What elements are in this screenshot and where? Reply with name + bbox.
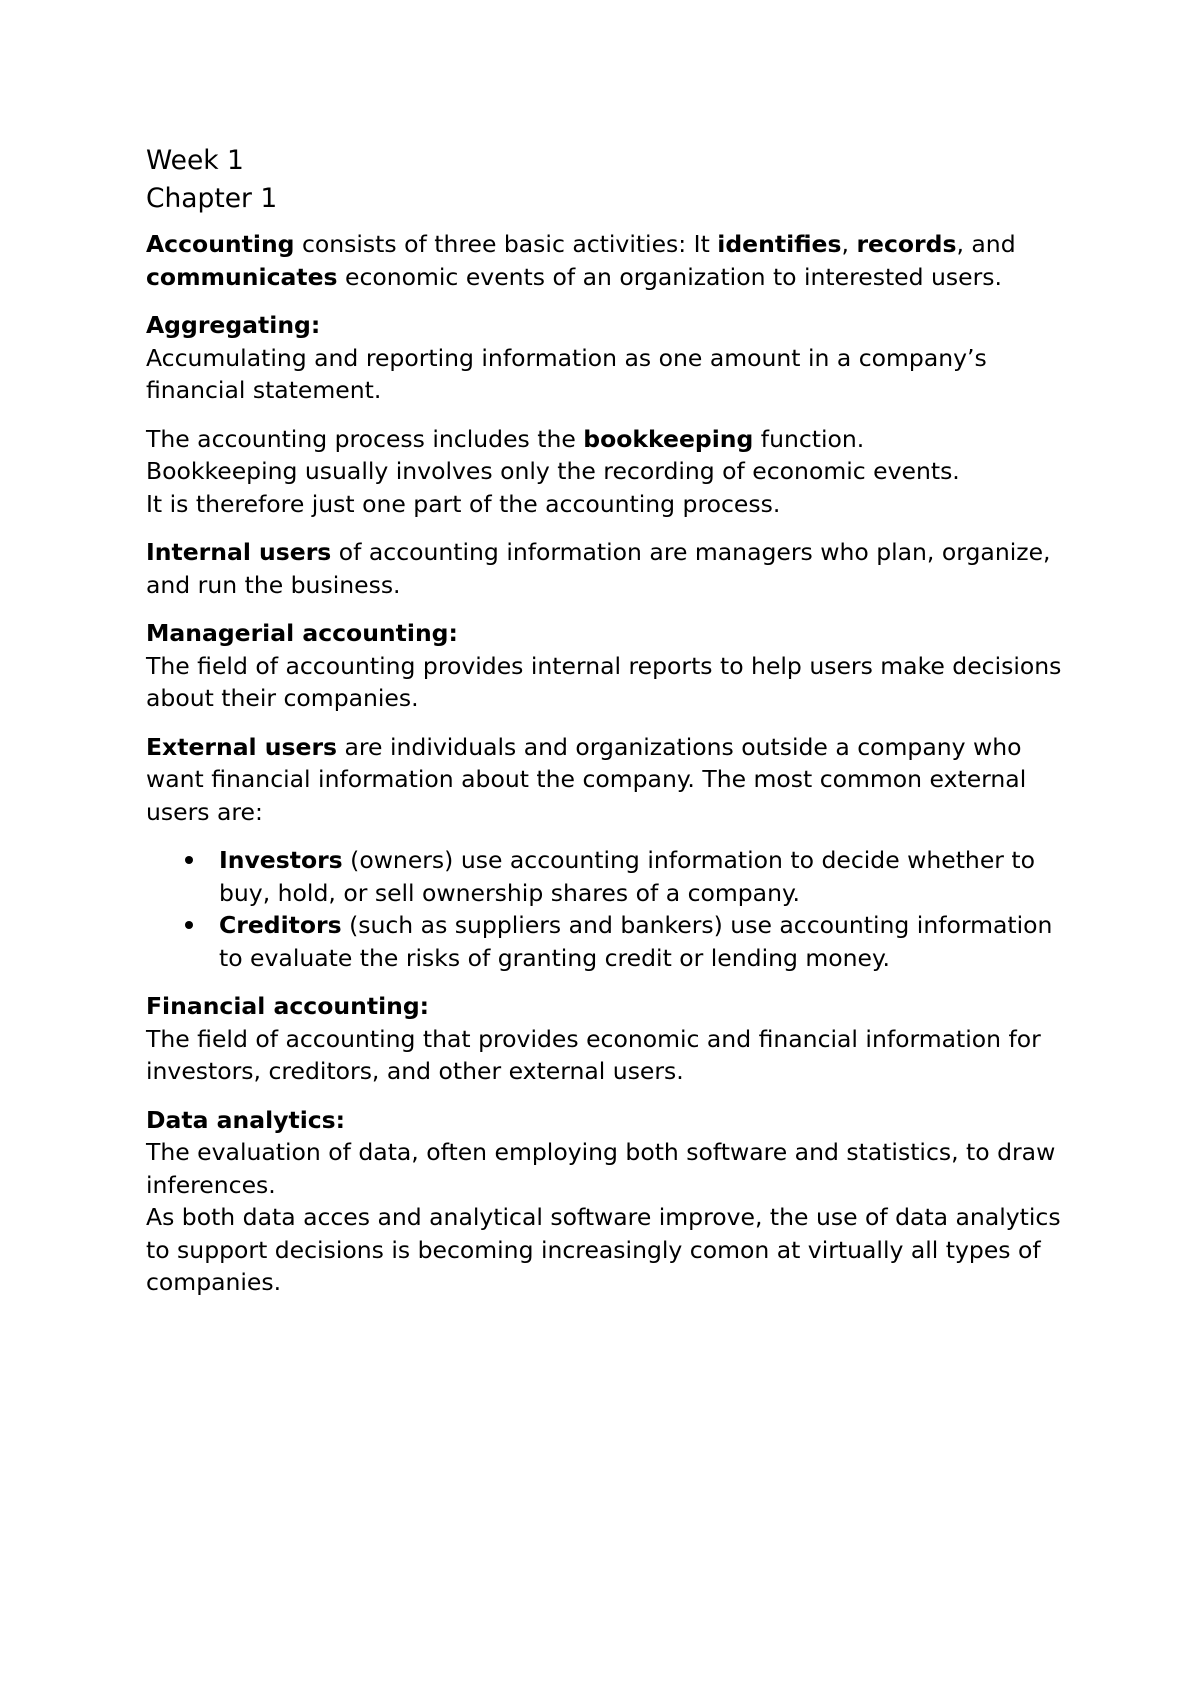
bookkeeping-line-3: It is therefore just one part of the accounting process. xyxy=(146,489,781,518)
accounting-term: Accounting xyxy=(146,230,295,258)
investors-term: Investors xyxy=(219,846,343,874)
accounting-comma: , xyxy=(841,230,857,258)
managerial-paragraph xyxy=(146,617,1066,715)
external-users-text: are individuals and organizations outside a company who want financial information about the company. The most common external users are: xyxy=(146,732,1027,826)
internal-users-text: of accounting information are managers who plan, organize, and run the business. xyxy=(146,538,1051,599)
bullet-icon xyxy=(185,856,193,864)
accounting-text-3: economic events of an organization to interested users. xyxy=(337,262,1002,291)
bookkeeping-paragraph xyxy=(146,423,1066,521)
aggregating-term: Aggregating: xyxy=(146,311,321,339)
accounting-text-1: consists of three basic activities: It xyxy=(294,230,718,258)
data-analytics-term: Data analytics: xyxy=(146,1105,346,1134)
financial-definition: The field of accounting that provides economic and financial information for investors, creditors, and other external users. xyxy=(146,1024,1041,1085)
identifies-term: identifies xyxy=(717,230,842,258)
internal-users-term: Internal users xyxy=(146,538,332,566)
accounting-paragraph xyxy=(146,228,1066,293)
bookkeeping-text-1: The accounting process includes the xyxy=(146,424,584,453)
aggregating-definition: Accumulating and reporting information as one amount in a company’s financial statement. xyxy=(146,343,987,404)
creditors-term: Creditors xyxy=(219,911,342,939)
aggregating-paragraph xyxy=(146,309,1066,407)
bookkeeping-term: bookkeeping xyxy=(583,424,754,453)
managerial-term: Managerial accounting: xyxy=(146,619,458,647)
accounting-text-2: , and xyxy=(956,230,1016,258)
data-analytics-definition: The evaluation of data, often employing both software and statistics, to draw inferences. xyxy=(146,1138,1056,1199)
data-analytics-paragraph xyxy=(146,1104,1066,1299)
list-item-creditors xyxy=(146,909,1066,974)
external-users-term: External users xyxy=(146,732,338,761)
internal-users-paragraph xyxy=(146,536,1066,601)
creditors-text: (such as suppliers and bankers) use accounting information to evaluate the risks of granting credit or lending money. xyxy=(219,911,1053,972)
managerial-definition: The field of accounting provides internal reports to help users make decisions about their companies. xyxy=(146,651,1062,712)
financial-paragraph xyxy=(146,990,1066,1088)
records-term: records xyxy=(856,230,957,258)
communicates-term: communicates xyxy=(146,262,338,291)
chapter-heading: Chapter 1 xyxy=(146,183,278,214)
external-users-paragraph xyxy=(146,731,1066,829)
document-page xyxy=(146,142,1066,1315)
financial-term: Financial accounting: xyxy=(146,992,430,1020)
bullet-icon xyxy=(185,921,193,929)
week-heading: Week 1 xyxy=(146,145,244,176)
list-item-investors xyxy=(146,844,1066,909)
data-analytics-extra: As both data acces and analytical software improve, the use of data analytics to support decisions is becoming increasingly comon at virtually all types of companies. xyxy=(146,1203,1061,1296)
bookkeeping-line-2: Bookkeeping usually involves only the recording of economic events. xyxy=(146,457,960,485)
investors-text: (owners) use accounting information to decide whether to buy, hold, or sell ownership shares of a company. xyxy=(219,846,1036,907)
bookkeeping-text-2: function. xyxy=(753,424,865,453)
external-users-list xyxy=(146,844,1066,974)
